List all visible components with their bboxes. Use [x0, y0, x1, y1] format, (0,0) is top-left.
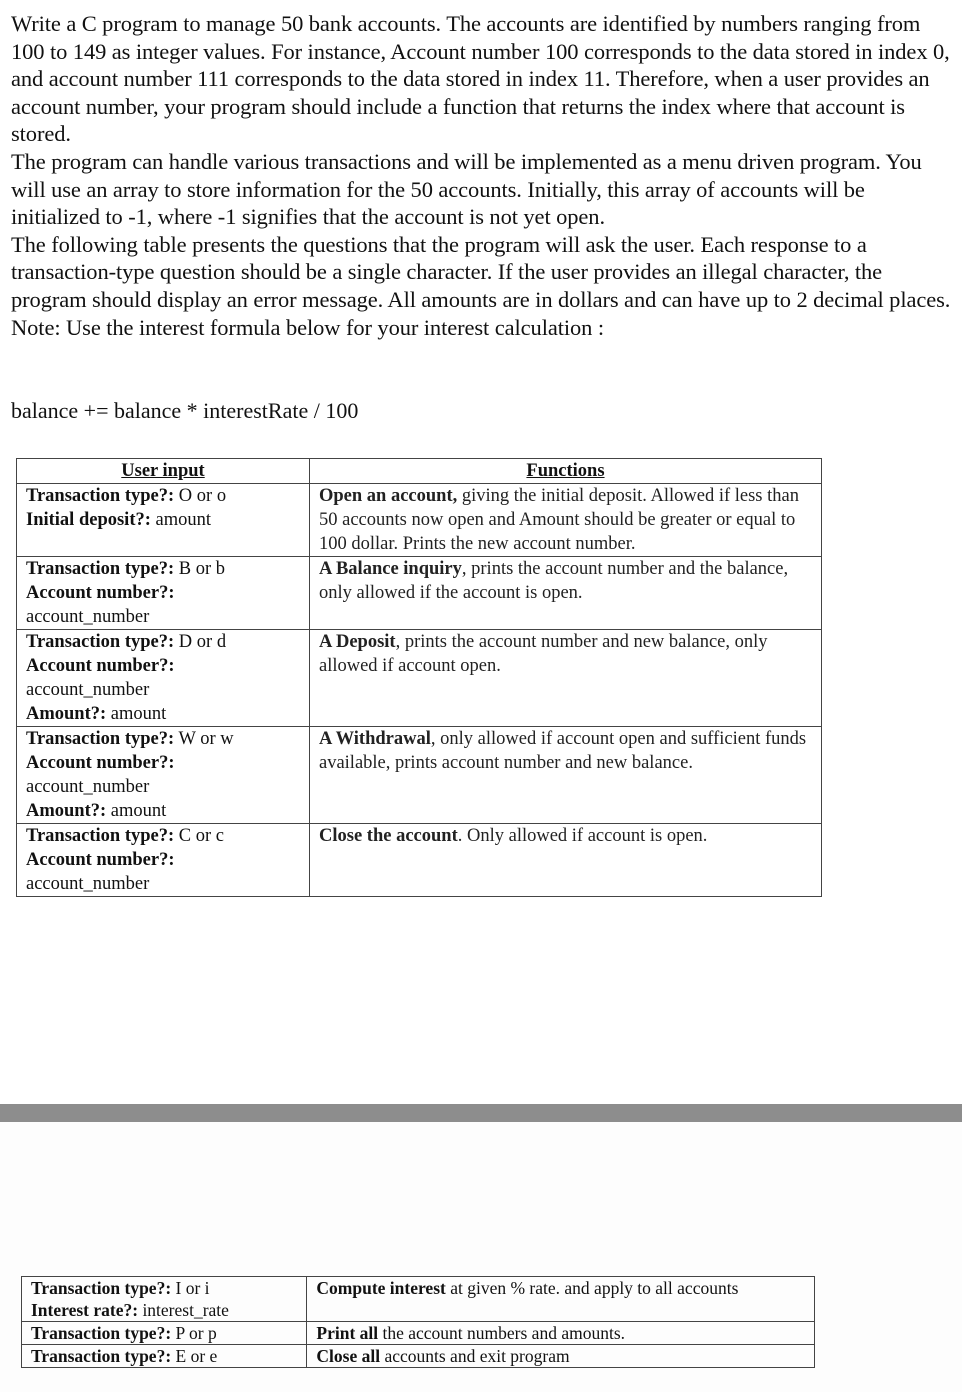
table-row: [17, 557, 822, 630]
prompt-label: Amount?:: [26, 801, 107, 821]
function-name: Open an account,: [319, 486, 458, 506]
function-name: A Deposit: [319, 632, 396, 652]
header-user-input: User input: [17, 459, 310, 484]
prompt-label: Account number?:: [26, 583, 175, 603]
table-row: [17, 824, 822, 897]
user-input-cell: [17, 727, 310, 824]
function-name: A Withdrawal: [319, 729, 431, 749]
function-cell: [310, 630, 822, 727]
intro-paragraph-1: Write a C program to manage 50 bank accounts. The accounts are identified by numbers ranging from 100 to 149 as integer values. For instance, Account number 100 corresponds to the data stored in index 0, and account number 111 corresponds to the data stored in index 11. Therefore, when a user provides an account number, your program should include a function that returns the index where that account is stored.: [11, 11, 950, 147]
user-input-cell: [22, 1322, 307, 1345]
transactions-table: [16, 458, 822, 897]
function-name: Close all: [316, 1346, 381, 1366]
function-cell: [310, 484, 822, 557]
transactions-table-continued: [21, 1276, 815, 1368]
function-description: , prints the account number and the balance, only allowed if the account is open.: [319, 559, 789, 603]
user-input-cell: [17, 557, 310, 630]
prompt-value: amount: [106, 801, 167, 821]
function-cell: [307, 1345, 815, 1368]
table-row: [22, 1322, 815, 1345]
function-name: A Balance inquiry: [319, 559, 462, 579]
input-prompt: [26, 751, 300, 799]
user-input-cell: [22, 1277, 307, 1322]
prompt-label: Transaction type?:: [26, 559, 175, 579]
prompt-value: O or o: [174, 486, 227, 506]
user-input-cell: [17, 484, 310, 557]
function-name: Compute interest: [316, 1278, 446, 1298]
table-header-row: [17, 459, 822, 484]
prompt-label: Account number?:: [26, 753, 175, 773]
input-prompt: [26, 508, 300, 532]
page-separator: [0, 1104, 962, 1122]
input-prompt: [31, 1277, 297, 1299]
prompt-label: Transaction type?:: [26, 486, 175, 506]
function-description: giving the initial deposit. Allowed if less than 50 accounts now open and Amount should be greater or equal to 100 dollar. Prints the new account number.: [319, 486, 799, 554]
table-row: [17, 484, 822, 557]
function-name: Print all: [316, 1323, 379, 1343]
input-prompt: [26, 557, 300, 581]
function-description: accounts and exit program: [380, 1346, 570, 1366]
prompt-label: Amount?:: [26, 704, 107, 724]
function-description: , only allowed if account open and sufficient funds available, prints account number and new balance.: [319, 729, 807, 773]
function-description: at given % rate. and apply to all accounts: [445, 1278, 739, 1298]
input-prompt: [26, 654, 300, 702]
input-prompt: [26, 630, 300, 654]
prompt-value: amount: [106, 704, 167, 724]
function-cell: [310, 824, 822, 897]
prompt-value: B or b: [174, 559, 226, 579]
input-prompt: [26, 727, 300, 751]
input-prompt: [26, 799, 300, 823]
input-prompt: [26, 581, 300, 629]
input-prompt: [26, 702, 300, 726]
prompt-value: W or w: [174, 729, 234, 749]
prompt-value: account_number: [26, 607, 150, 627]
prompt-label: Account number?:: [26, 656, 175, 676]
function-cell: [307, 1322, 815, 1345]
function-description: the account numbers and amounts.: [378, 1323, 626, 1343]
table-row: [17, 727, 822, 824]
intro-paragraph-3: The following table presents the questions that the program will ask the user. Each response to a transaction-type question should be a single character. If the user provides an illegal character, the program should display an error message. All amounts are in dollars and can have up to 2 decimal places. Note: Use the interest formula below for your interest calculation :: [11, 231, 951, 340]
user-input-cell: [17, 630, 310, 727]
prompt-label: Transaction type?:: [31, 1323, 172, 1343]
prompt-value: account_number: [26, 777, 150, 797]
prompt-value: E or e: [171, 1346, 218, 1366]
prompt-label: Initial deposit?:: [26, 510, 151, 530]
prompt-label: Transaction type?:: [31, 1278, 172, 1298]
function-description: . Only allowed if account is open.: [457, 826, 708, 846]
function-cell: [307, 1277, 815, 1322]
prompt-value: interest_rate: [138, 1300, 229, 1320]
prompt-label: Transaction type?:: [26, 729, 175, 749]
prompt-value: D or d: [174, 632, 227, 652]
prompt-value: account_number: [26, 680, 150, 700]
prompt-value: account_number: [26, 874, 150, 894]
input-prompt: [31, 1322, 297, 1344]
prompt-value: P or p: [171, 1323, 217, 1343]
function-name: Close the account: [319, 826, 458, 846]
prompt-label: Account number?:: [26, 850, 175, 870]
interest-formula: balance += balance * interestRate / 100: [11, 398, 359, 423]
function-cell: [310, 727, 822, 824]
header-functions: Functions: [310, 459, 822, 484]
user-input-cell: [17, 824, 310, 897]
prompt-label: Transaction type?:: [31, 1346, 172, 1366]
table-row: [22, 1345, 815, 1368]
input-prompt: [26, 824, 300, 848]
function-description: , prints the account number and new balance, only allowed if account open.: [319, 632, 768, 676]
prompt-value: I or i: [171, 1278, 210, 1298]
input-prompt: [26, 848, 300, 896]
input-prompt: [31, 1299, 297, 1321]
table-row: [22, 1277, 815, 1322]
intro-paragraph-2: The program can handle various transactions and will be implemented as a menu driven program. You will use an array to store information for the 50 accounts. Initially, this array of accounts will be initialized to -1, where -1 signifies that the account is not yet open.: [11, 148, 922, 230]
user-input-cell: [22, 1345, 307, 1368]
prompt-label: Transaction type?:: [26, 632, 175, 652]
assignment-description: [11, 10, 956, 341]
prompt-value: amount: [150, 510, 212, 530]
input-prompt: [26, 484, 300, 508]
prompt-value: C or c: [174, 826, 225, 846]
function-cell: [310, 557, 822, 630]
input-prompt: [31, 1345, 297, 1367]
table-row: [17, 630, 822, 727]
prompt-label: Transaction type?:: [26, 826, 175, 846]
prompt-label: Interest rate?:: [31, 1300, 139, 1320]
